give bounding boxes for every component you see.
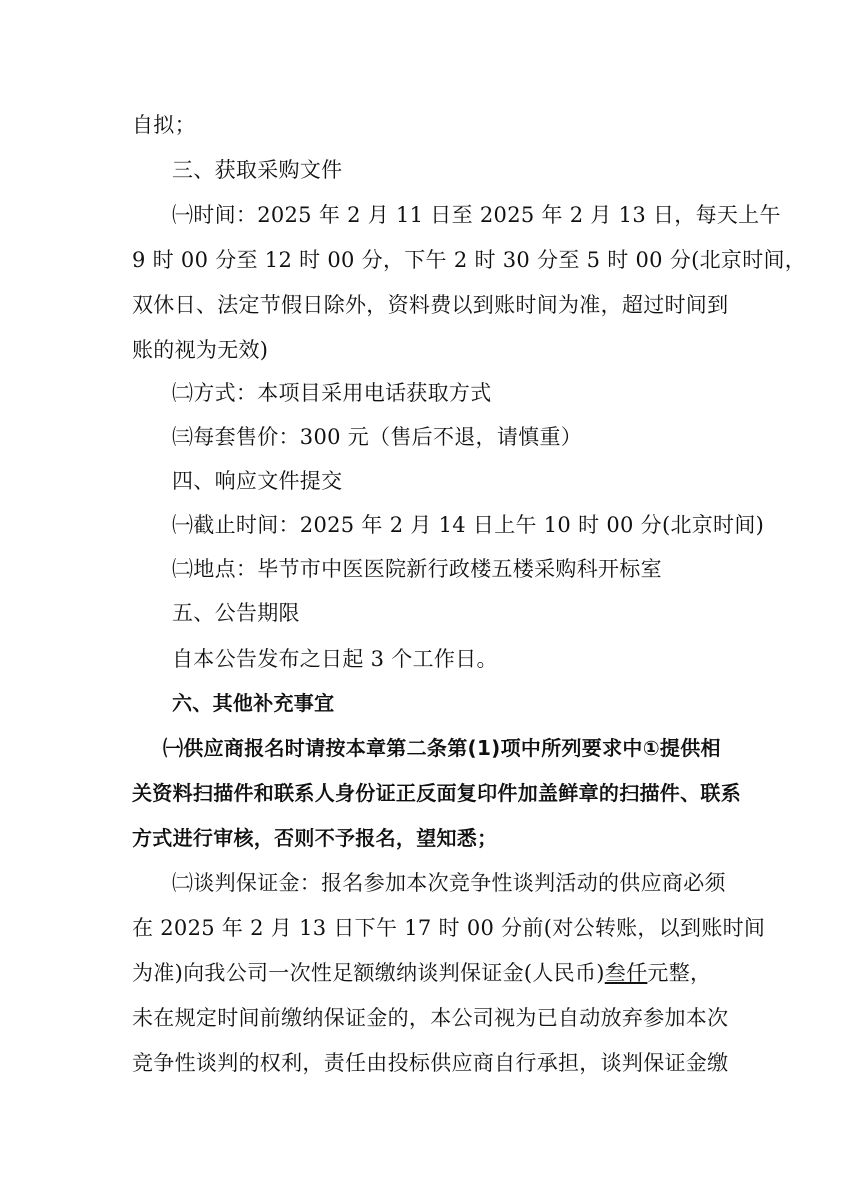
section-heading-4: 四、响应文件提交: [172, 469, 343, 493]
text-line: ㈠时间：2025 年 2 月 11 日至 2025 年 2 月 13 日，每天上午: [172, 203, 781, 227]
deposit-amount: 叁仟: [604, 961, 648, 985]
section-heading-3: 三、获取采购文件: [172, 158, 343, 182]
text-line: ㈡谈判保证金：报名参加本次竞争性谈判活动的供应商必须: [172, 871, 726, 895]
section-heading-5: 五、公告期限: [172, 601, 300, 625]
text-line: 在 2025 年 2 月 13 日下午 17 时 00 分前(对公转账，以到账时间: [132, 916, 766, 940]
text-segment: 为准)向我公司一次性足额缴纳谈判保证金(人民币): [132, 961, 605, 985]
text-line: 双休日、法定节假日除外，资料费以到账时间为准，超过时间到: [132, 293, 729, 317]
text-line: 竞争性谈判的权利，责任由投标供应商自行承担，谈判保证金缴: [132, 1051, 729, 1075]
section-heading-6: 六、其他补充事宜: [172, 691, 335, 715]
text-line: ㈡方式：本项目采用电话获取方式: [172, 381, 492, 405]
text-line: ㈠截止时间：2025 年 2 月 14 日上午 10 时 00 分(北京时间): [172, 513, 765, 537]
text-segment: 元整，: [647, 961, 712, 985]
text-line: ㈢每套售价：300 元（售后不退，请慎重）: [172, 425, 583, 449]
text-line: 9 时 00 分至 12 时 00 分，下午 2 时 30 分至 5 时 00 分(北京时间，: [132, 248, 807, 272]
text-line: 账的视为无效): [132, 338, 269, 362]
text-line: 自拟；: [132, 113, 196, 137]
text-line: ㈡地点：毕节市中医医院新行政楼五楼采购科开标室: [172, 557, 662, 581]
text-line: [0, 958, 848, 988]
text-line: 未在规定时间前缴纳保证金的，本公司视为已自动放弃参加本次: [132, 1006, 729, 1030]
bold-text-line: 关资料扫描件和联系人身份证正反面复印件加盖鲜章的扫描件、联系: [132, 781, 741, 805]
text-line: 自本公告发布之日起 3 个工作日。: [172, 647, 498, 671]
bold-text-line: 方式进行审核，否则不予报名，望知悉；: [132, 826, 498, 850]
bold-text-line: ㈠供应商报名时请按本章第二条第(1)项中所列要求中①提供相: [163, 736, 721, 760]
